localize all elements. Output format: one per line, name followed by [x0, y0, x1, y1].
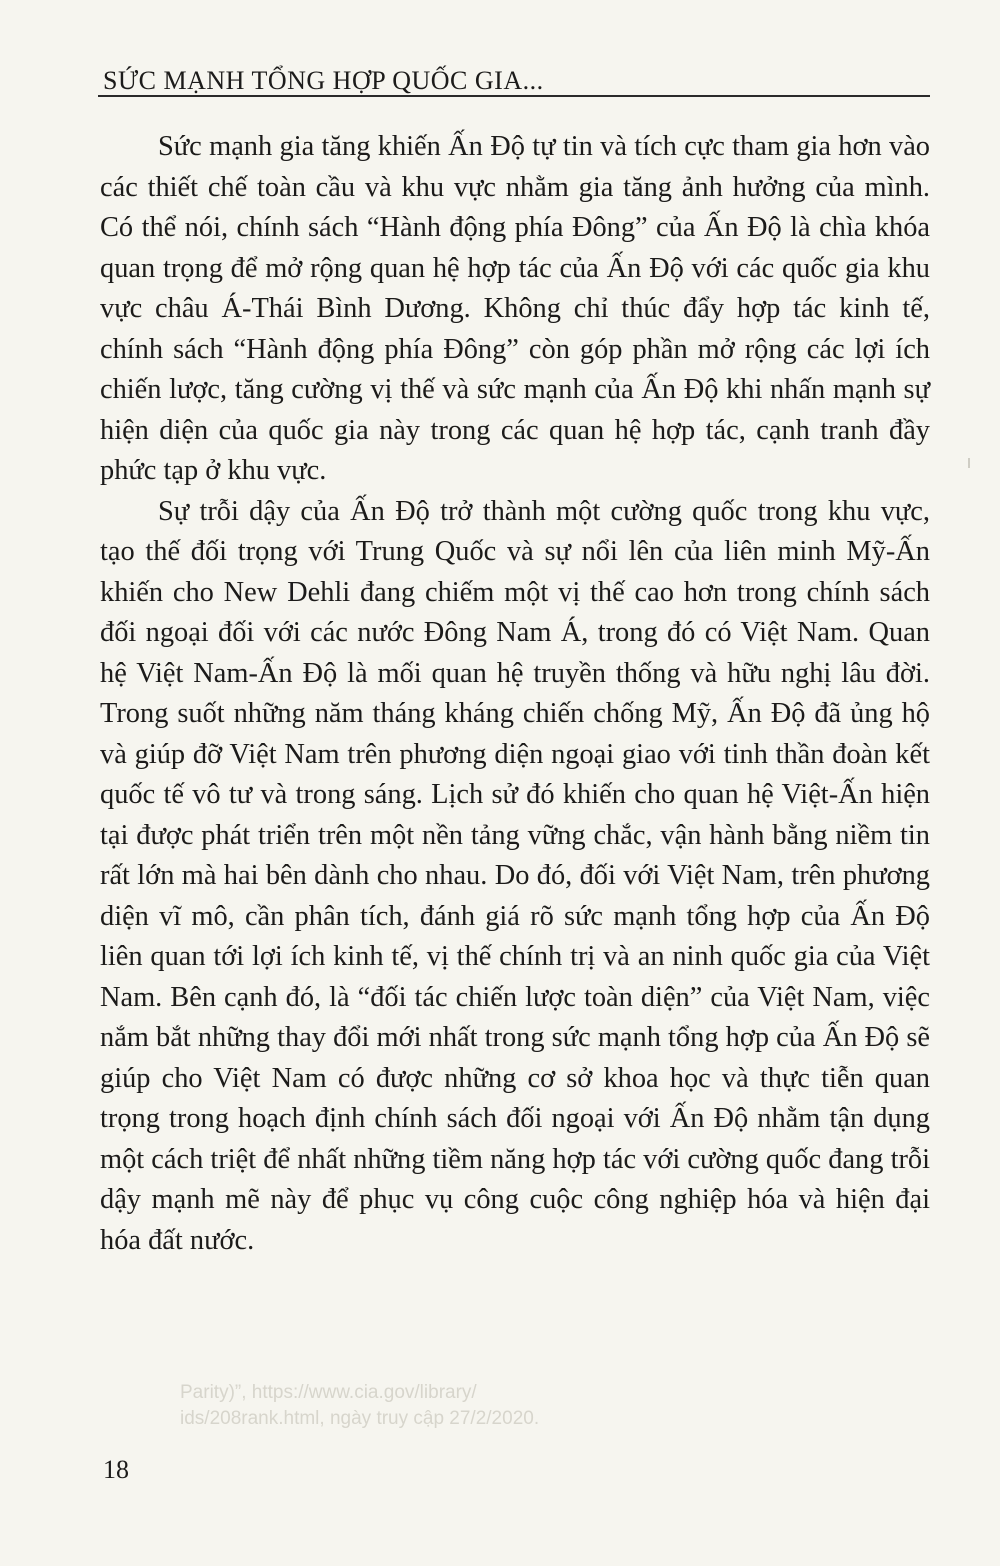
running-header: SỨC MẠNH TỔNG HỢP QUỐC GIA...: [103, 66, 544, 95]
header-divider: [98, 95, 930, 97]
paragraph-2: Sự trỗi dậy của Ấn Độ trở thành một cường quốc trong khu vực, tạo thế đối trọng với Trung Quốc và sự nổi lên của liên minh Mỹ-Ấn khiến cho New Dehli đang chiếm một vị thế cao hơn trong chính sách đối ngoại đối với các nước Đông Nam Á, trong đó có Việt Nam. Quan hệ Việt Nam-Ấn Độ là mối quan hệ truyền thống và hữu nghị lâu đời. Trong suốt những năm tháng kháng chiến chống Mỹ, Ấn Độ đã ủng hộ và giúp đỡ Việt Nam trên phương diện ngoại giao với tinh thần đoàn kết quốc tế vô tư và trong sáng. Lịch sử đó khiến cho quan hệ Việt-Ấn hiện tại được phát triển trên một nền tảng vững chắc, vận hành bằng niềm tin rất lớn mà hai bên dành cho nhau. Do đó, đối với Việt Nam, trên phương diện vĩ mô, cần phân tích, đánh giá rõ sức mạnh tổng hợp của Ấn Độ liên quan tới lợi ích kinh tế, vị thế chính trị và an ninh quốc gia của Việt Nam. Bên cạnh đó, là “đối tác chiến lược toàn diện” của Việt Nam, việc nắm bắt những thay đổi mới nhất trong sức mạnh tổng hợp của Ấn Độ sẽ giúp cho Việt Nam có được những cơ sở khoa học và thực tiễn quan trọng trong hoạch định chính sách đối ngoại với Ấn Độ nhằm tận dụng một cách triệt để nhất những tiềm năng hợp tác với cường quốc đang trỗi dậy mạnh mẽ này để phục vụ công cuộc công nghiệp hóa và hiện đại hóa đất nước.: [100, 495, 930, 1256]
show-through-line: Parity)”, https://www.cia.gov/library/: [180, 1382, 477, 1403]
paper-mark: [968, 458, 970, 468]
body-text: [100, 127, 930, 1261]
show-through-text: [180, 1380, 539, 1432]
page-number: 18: [103, 1455, 129, 1484]
paragraph-1: Sức mạnh gia tăng khiến Ấn Độ tự tin và tích cực tham gia hơn vào các thiết chế toàn cầu và khu vực nhằm gia tăng ảnh hưởng của mình. Có thể nói, chính sách “Hành động phía Đông” của Ấn Độ là chìa khóa quan trọng để mở rộng quan hệ hợp tác của Ấn Độ với các quốc gia khu vực châu Á-Thái Bình Dương. Không chỉ thúc đẩy hợp tác kinh tế, chính sách “Hành động phía Đông” còn góp phần mở rộng các lợi ích chiến lược, tăng cường vị thế và sức mạnh của Ấn Độ khi nhấn mạnh sự hiện diện của quốc gia này trong các quan hệ hợp tác, cạnh tranh đầy phức tạp ở khu vực.: [100, 131, 930, 486]
show-through-line: ids/208rank.html, ngày truy cập 27/2/2020.: [180, 1408, 540, 1429]
